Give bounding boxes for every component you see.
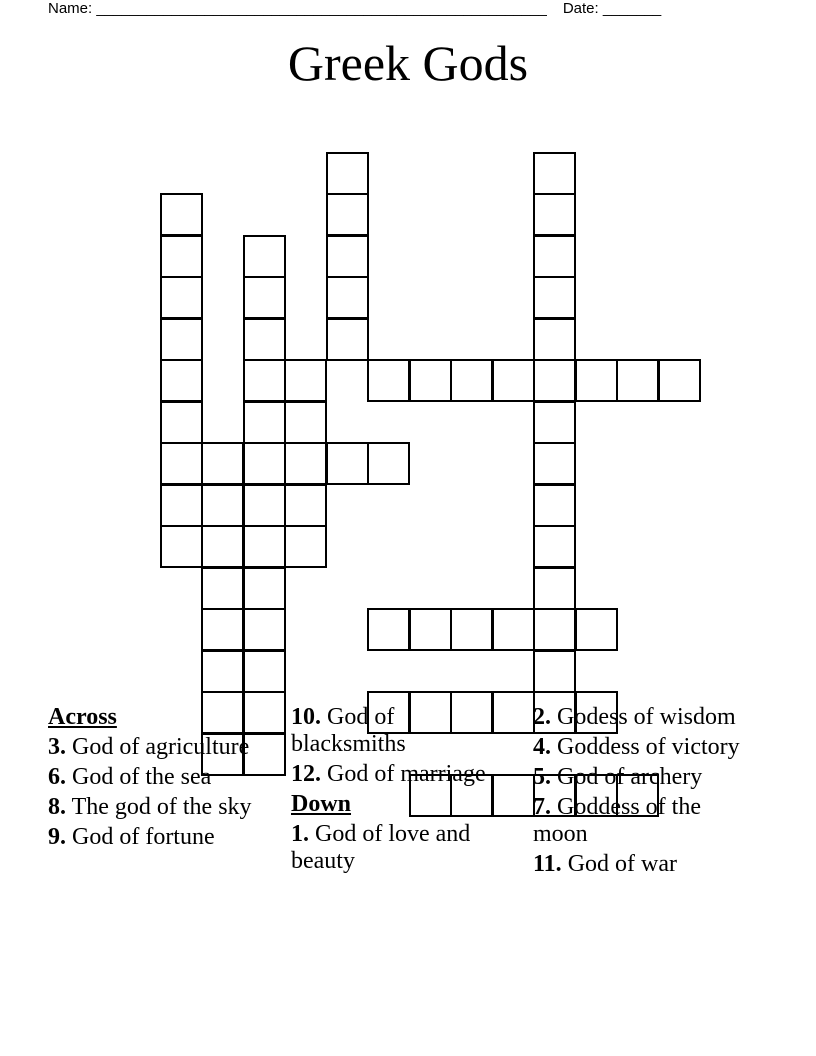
clue-text: Goddess of the moon (533, 794, 701, 847)
clue-text: Goddess of victory (557, 734, 740, 760)
clue-down-4 (533, 734, 743, 761)
grid-cell[interactable] (326, 193, 369, 236)
grid-cell[interactable] (160, 359, 203, 402)
clue-down-11 (533, 851, 743, 878)
grid-cell[interactable] (284, 484, 327, 527)
grid-cell[interactable] (284, 359, 327, 402)
clue-number: 7. (533, 794, 551, 820)
grid-cell[interactable] (243, 650, 286, 693)
grid-cell[interactable] (533, 318, 576, 361)
grid-cell[interactable] (201, 650, 244, 693)
grid-cell[interactable] (367, 359, 410, 402)
clue-text: God of marriage (327, 761, 486, 787)
grid-cell[interactable] (243, 608, 286, 651)
clue-text: God of war (567, 851, 677, 877)
clue-text: God of blacksmiths (291, 704, 406, 757)
clue-down-2 (533, 704, 743, 731)
grid-cell[interactable] (243, 567, 286, 610)
clue-number: 2. (533, 704, 551, 730)
grid-cell[interactable] (160, 276, 203, 319)
grid-cell[interactable] (201, 567, 244, 610)
grid-cell[interactable] (533, 567, 576, 610)
name-field-label[interactable]: Name: ______________________________________________________ (48, 0, 547, 17)
clue-across-9 (48, 824, 268, 851)
grid-cell[interactable] (243, 318, 286, 361)
clue-column-1 (48, 704, 268, 854)
grid-cell[interactable] (160, 318, 203, 361)
grid-cell[interactable] (533, 442, 576, 485)
grid-cell[interactable] (326, 276, 369, 319)
grid-cell[interactable] (492, 608, 535, 651)
clue-column-3 (533, 704, 743, 881)
clue-text: God of agriculture (72, 734, 250, 760)
clue-down-7 (533, 794, 743, 848)
grid-cell[interactable] (160, 235, 203, 278)
clue-text: God of fortune (72, 824, 215, 850)
grid-cell[interactable] (160, 193, 203, 236)
clue-number: 5. (533, 764, 551, 790)
grid-cell[interactable] (201, 525, 244, 568)
grid-cell[interactable] (326, 442, 369, 485)
clue-number: 12. (291, 761, 321, 787)
grid-cell[interactable] (533, 193, 576, 236)
grid-cell[interactable] (160, 442, 203, 485)
grid-cell[interactable] (284, 442, 327, 485)
grid-cell[interactable] (160, 484, 203, 527)
grid-cell[interactable] (201, 484, 244, 527)
clue-down-5 (533, 764, 743, 791)
grid-cell[interactable] (533, 401, 576, 444)
grid-cell[interactable] (243, 525, 286, 568)
clue-text: Godess of wisdom (557, 704, 736, 730)
grid-cell[interactable] (409, 608, 452, 651)
grid-cell[interactable] (243, 359, 286, 402)
grid-cell[interactable] (367, 442, 410, 485)
clue-across-10 (291, 704, 491, 758)
clue-text: God of the sea (72, 764, 212, 790)
grid-cell[interactable] (533, 276, 576, 319)
clue-number: 6. (48, 764, 66, 790)
clue-across-3 (48, 734, 268, 761)
down-header: Down (291, 791, 352, 817)
grid-cell[interactable] (575, 608, 618, 651)
grid-cell[interactable] (492, 774, 535, 817)
grid-cell[interactable] (367, 608, 410, 651)
grid-cell[interactable] (243, 235, 286, 278)
grid-cell[interactable] (243, 276, 286, 319)
grid-cell[interactable] (533, 650, 576, 693)
grid-cell[interactable] (575, 359, 618, 402)
grid-cell[interactable] (533, 359, 576, 402)
grid-cell[interactable] (160, 401, 203, 444)
grid-cell[interactable] (533, 484, 576, 527)
grid-cell[interactable] (201, 608, 244, 651)
grid-cell[interactable] (160, 525, 203, 568)
grid-cell[interactable] (243, 442, 286, 485)
date-field-label[interactable]: Date: _______ (562, 0, 662, 17)
grid-cell[interactable] (326, 152, 369, 195)
clue-number: 10. (291, 704, 321, 730)
clue-number: 9. (48, 824, 66, 850)
grid-cell[interactable] (243, 401, 286, 444)
grid-cell[interactable] (284, 401, 327, 444)
clue-column-2 (291, 704, 491, 878)
clue-number: 1. (291, 821, 309, 847)
grid-cell[interactable] (201, 442, 244, 485)
grid-cell[interactable] (533, 152, 576, 195)
clue-text: God of archery (557, 764, 703, 790)
clue-number: 4. (533, 734, 551, 760)
grid-cell[interactable] (492, 359, 535, 402)
clue-text: God of love and beauty (291, 821, 471, 874)
clue-across-12 (291, 761, 491, 788)
clue-down-1 (291, 821, 491, 875)
grid-cell[interactable] (533, 235, 576, 278)
clue-across-8 (48, 794, 268, 821)
grid-cell[interactable] (533, 525, 576, 568)
grid-cell[interactable] (409, 359, 452, 402)
grid-cell[interactable] (326, 235, 369, 278)
puzzle-title: Greek Gods (287, 35, 529, 91)
clue-across-6 (48, 764, 268, 791)
clue-number: 3. (48, 734, 66, 760)
grid-cell[interactable] (492, 691, 535, 734)
grid-cell[interactable] (450, 608, 493, 651)
grid-cell[interactable] (284, 525, 327, 568)
grid-cell[interactable] (326, 318, 369, 361)
clue-number: 11. (533, 851, 562, 877)
across-header: Across (48, 704, 117, 730)
grid-cell[interactable] (450, 359, 493, 402)
grid-cell[interactable] (533, 608, 576, 651)
grid-cell[interactable] (658, 359, 701, 402)
grid-cell[interactable] (616, 359, 659, 402)
clue-text: The god of the sky (71, 794, 252, 820)
grid-cell[interactable] (243, 484, 286, 527)
clue-number: 8. (48, 794, 66, 820)
